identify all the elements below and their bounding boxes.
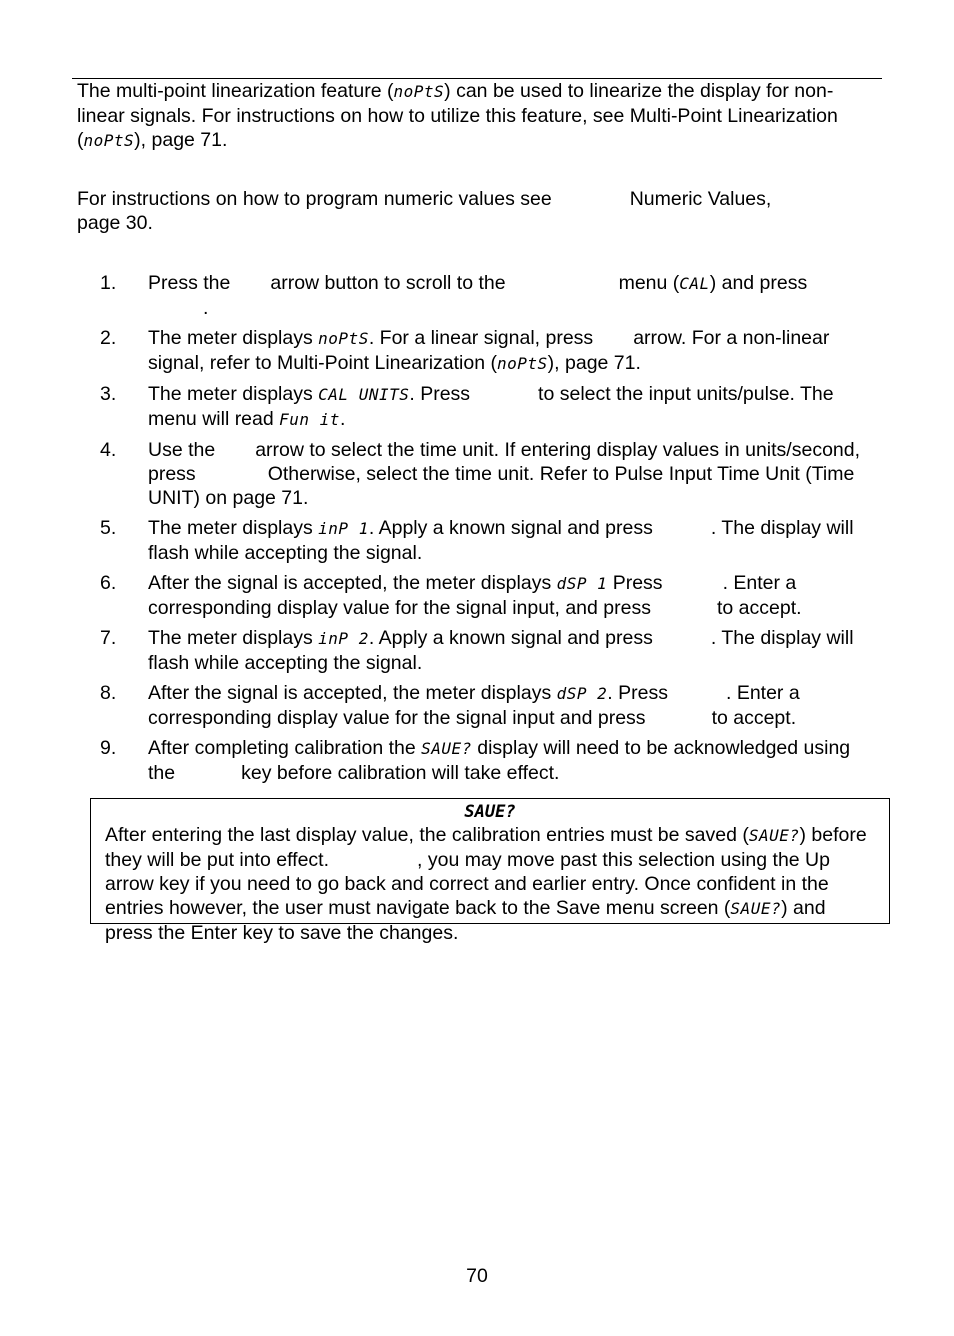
display-code-save: SAUE? [730,899,782,918]
step-item: 1. Press the arrow button to scroll to the menu (CAL) and press . [100,272,808,319]
step-item: 9. After completing calibration the SAUE? display will need to be acknowledged using the key before calibration will take effect. [100,737,851,784]
calibration-steps-list [100,271,870,791]
step-item: 7. The meter displays inP 2. Apply a known signal and press . The display will flash while accepting the signal. [100,627,854,674]
display-code-cal-units: CAL UNITS [318,385,410,404]
step-item: 6. After the signal is accepted, the meter displays dSP 1 Press . Enter a corresponding display value for the signal input, and press to accept. [100,572,802,619]
intro-paragraph-numeric-values: For instructions on how to program numeric values see Numeric Values, page 30. [77,188,772,234]
display-code-funit: Fun it [279,410,340,429]
note-title: SAUE? [464,802,516,822]
save-note-box [90,798,890,944]
display-code-dsp2: dSP 2 [556,684,608,703]
page-number: 70 [466,1265,488,1287]
display-code-save: SAUE? [421,739,472,758]
display-code-inp2: inP 2 [318,629,369,648]
display-code-inp1: inP 1 [318,519,369,538]
step-item: 3. The meter displays CAL UNITS. Press to select the input units/pulse. The menu will read Fun it. [100,383,834,430]
display-code-nopts: noPtS [497,354,548,373]
display-code-nopts: noPtS [393,82,445,101]
display-code-nopts: noPtS [83,131,135,150]
display-code-dsp1: dSP 1 [556,574,608,593]
intro-paragraph-linearization: The multi-point linearization feature (noPtS) can be used to linearize the display for non-linear signals. For instructions on how to utilize this feature, see Multi-Point Linearization (noPtS), page 71. [77,80,838,151]
display-code-save: SAUE? [748,826,800,845]
step-item: 8. After the signal is accepted, the meter displays dSP 2. Press . Enter a corresponding display value for the signal input and press to accept. [100,682,800,729]
step-item: 2. The meter displays noPtS. For a linear signal, press arrow. For a non-linear signal, refer to Multi-Point Linearization (noPtS), page 71. [100,327,830,374]
display-code-cal: CAL [679,274,710,293]
display-code-nopts: noPtS [318,329,369,348]
step-item: 5. The meter displays inP 1. Apply a known signal and press . The display will flash while accepting the signal. [100,517,854,564]
step-item: 4. Use the arrow to select the time unit. If entering display values in units/second, press Otherwise, select the time unit. Refer to Pulse Input Time Unit (Time UNIT) on page 71. [100,439,861,509]
note-body: After entering the last display value, the calibration entries must be saved (SAUE?) before they will be put into effect. , you may move past this selection using the Up arrow key if you need to go back and correct and earlier entry. Once confident in the entries however, the user must navigate back to the Save menu screen (SAUE?) and press the Enter key to save the changes. [105,824,867,944]
